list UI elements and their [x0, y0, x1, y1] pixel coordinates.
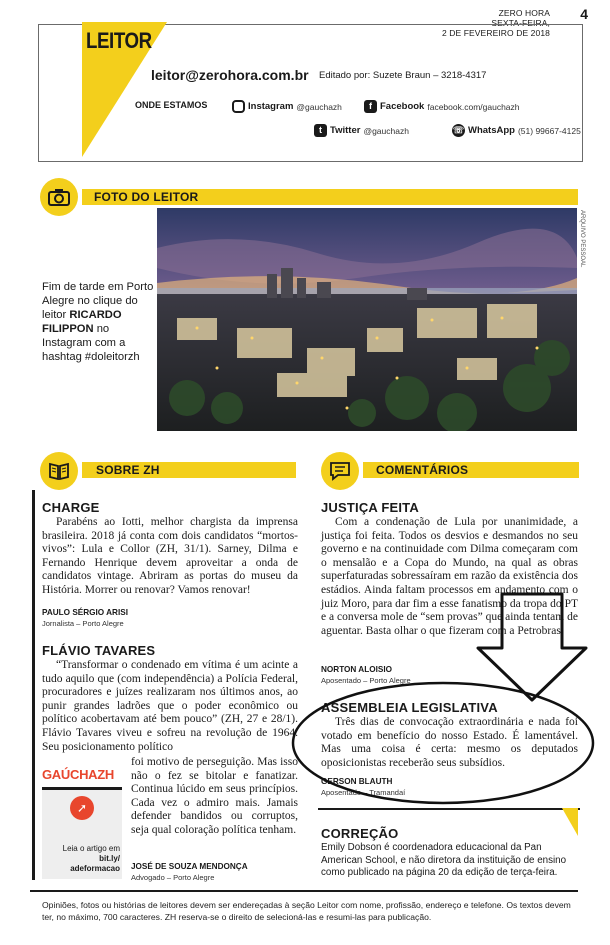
article-body: Com a condenação de Lula por unanimidade, a justiça foi feita. Todos os desvios e desmandos no seu governo e na continuidade com Dilma começaram com o mensalão e a Copa do Mundo, na qual as obras superfaturadas sobressaíram em razão da existência dos estádios. Ainda faltam processos em andamento com o juiz Moro, para dar fim a esse fanatismo da tropa do PT e a conversa mole de “sem provas” que ainda tentam de aguentar. Basta olhar o que fizeram com a Petrobras. — [321, 516, 578, 637]
footer-note: Opiniões, fotos ou histórias de leitores devem ser endereçadas à seção Leitor com nome, profissão, endereço e telefone. Os textos devem ter, no máximo, 700 caracteres. ZH reserva-se o direito de selecioná-las e resumi-las para publicação. — [42, 900, 571, 922]
article-author: GERSON BLAUTH — [321, 777, 393, 786]
comment-icon — [321, 452, 359, 490]
photo-credit: ARQUIVO PESSOAL — [579, 210, 585, 268]
promo-link[interactable]: bit.ly/ — [99, 854, 120, 863]
article-role: Advogado – Porto Alegre — [131, 873, 215, 882]
twitter-icon: t — [314, 124, 327, 137]
article-headline: FLÁVIO TAVARES — [42, 643, 156, 658]
column-rule — [32, 490, 35, 880]
whatsapp-icon: ☏ — [452, 125, 465, 135]
date: 2 DE FEVEREIRO DE 2018 — [441, 28, 550, 38]
article-author: JOSÉ DE SOUZA MENDONÇA — [131, 862, 248, 871]
comentarios-section-title: COMENTÁRIOS — [376, 463, 469, 477]
article-body: Parabéns ao Iotti, melhor chargista da imprensa brasileira. 2018 já conta com dois candidatos “mortos-vivos”: Lula e Collor (ZH, 31/1). Sarney, Dilma e Fernando Henrique devem aproveitar a onda de candidatos vintage. Abriram as portas do museu da História. Morrer ou renovar? Vamos renovar! — [42, 516, 298, 596]
reader-photo — [157, 208, 577, 431]
article-author: PAULO SÉRGIO ARISI — [42, 608, 128, 617]
book-icon — [40, 452, 78, 490]
weekday: SEXTA-FEIRA, — [491, 18, 550, 28]
editor-credit: Editado por: Suzete Braun – 3218-4317 — [319, 70, 487, 81]
article-body: “Transformar o condenado em vítima é um acinte a tudo aquilo que (com independência) a Polícia Federal, procuradores e juízes realizaram nos últimos anos, ao punir grandes ladrões que o poder econômico ou político acobertavam até bem pouco” (ZH, 27 e 28/1). Flávio Tavares viveu e sofreu na revolução de 1964. Seu posicionamento político — [42, 659, 298, 753]
social-instagram[interactable]: Instagram @gauchazh — [232, 100, 342, 113]
article-headline: CHARGE — [42, 500, 100, 515]
sobre-section-title: SOBRE ZH — [96, 463, 160, 477]
promo-link[interactable]: adeformacao — [70, 864, 120, 873]
correcao-rule — [318, 808, 580, 810]
social-facebook[interactable]: f Facebook facebook.com/gauchazh — [364, 100, 520, 113]
social-whatsapp[interactable]: ☏ WhatsApp (51) 99667-4125 — [452, 125, 581, 136]
photo-section-title: FOTO DO LEITOR — [94, 190, 199, 204]
paper-name: ZERO HORA — [498, 8, 550, 18]
contact-email[interactable]: leitor@zerohora.com.br — [151, 67, 309, 83]
photographer-name: RICARDO FILIPPON — [42, 309, 122, 335]
article-body: Emily Dobson é coordenadora educacional da Pan American School, e não diretora da instituição de ensino como publicado na página 20 da edição de terça-feira. — [321, 842, 567, 878]
article-headline: JUSTIÇA FEITA — [321, 500, 419, 515]
social-twitter[interactable]: t Twitter @gauchazh — [314, 124, 409, 137]
article-role: Aposentado – Tramandaí — [321, 788, 406, 797]
camera-icon — [40, 178, 78, 216]
page-number: 4 — [580, 6, 588, 22]
article-headline: ASSEMBLEIA LEGISLATIVA — [321, 700, 498, 715]
article-body-continued: foi motivo de perseguição. Mas isso não o fez se bitolar e fanatizar. Continua lúcido em seus princípios. Cada vez o admiro mais. Jamais defender bandidos ou corruptos, seja qual coloração política tenham. — [131, 756, 298, 836]
photo-caption: Fim de tarde em Porto Alegre no clique do leitor RICARDO FILIPPON no Instagram com a hashtag #doleitorzh — [42, 281, 154, 363]
facebook-icon: f — [364, 100, 377, 113]
ellipse-annotation — [288, 678, 598, 808]
section-title: LEITOR — [86, 28, 152, 53]
article-headline: CORREÇÃO — [321, 826, 399, 841]
correcao-corner — [562, 808, 578, 836]
article-author: NORTON ALOISIO — [321, 665, 392, 674]
footer-rule — [30, 890, 578, 892]
article-body: Três dias de convocação extraordinária e nada foi votado em benefício do nosso Estado. É lamentável. Mas uma coisa é certa: mesmo os deputados oposicionistas receberão seus subsídios. — [321, 716, 578, 769]
article-role: Aposentado – Porto Alegre — [321, 676, 411, 685]
instagram-icon — [232, 100, 245, 113]
gauchazh-promo[interactable] — [42, 767, 122, 877]
promo-text: Leia o artigo em bit.ly/ adeformacao — [46, 844, 120, 874]
gauchazh-logo: GAÚCHAZH — [42, 767, 114, 782]
article-role: Jornalista – Porto Alegre — [42, 619, 124, 628]
arrow-icon: ➚ — [70, 796, 94, 820]
where-label: ONDE ESTAMOS — [135, 100, 208, 110]
promo-panel — [42, 787, 122, 879]
